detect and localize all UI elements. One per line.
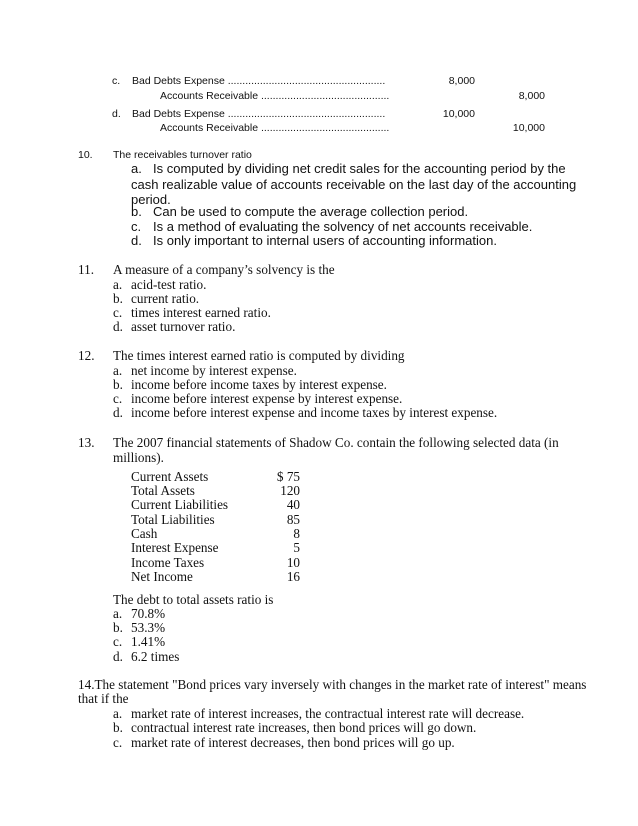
data-label: Current Assets	[131, 469, 209, 484]
option-text: asset turnover ratio.	[131, 319, 236, 334]
option-text: 53.3%	[131, 620, 166, 635]
option-letter: d.	[112, 108, 121, 120]
option-letter: b.	[113, 620, 123, 635]
question-stem-cont: that if the	[78, 691, 129, 706]
option-text: Is computed by dividing net credit sales for the accounting period by the	[153, 161, 566, 176]
question-stem: 14.The statement "Bond prices vary inversely with changes in the market rate of interest" means	[78, 677, 587, 692]
option-letter: b.	[113, 377, 123, 392]
debit-account-line: Bad Debts Expense ......................................................	[132, 75, 386, 87]
data-label: Total Liabilities	[131, 512, 215, 527]
data-value: 85	[286, 512, 300, 527]
question-prompt: The debt to total assets ratio is	[113, 592, 274, 607]
option-letter: c.	[112, 75, 121, 87]
question-stem: The receivables turnover ratio	[113, 149, 252, 161]
option-text: times interest earned ratio.	[131, 305, 271, 320]
option-text: income before interest expense by interest expense.	[131, 391, 403, 406]
option-letter: c.	[113, 634, 123, 649]
data-label: Income Taxes	[131, 555, 205, 570]
debit-amount: 10,000	[442, 108, 475, 120]
option-letter: a.	[113, 706, 123, 721]
option-text: 1.41%	[131, 634, 166, 649]
option-letter: d.	[113, 405, 123, 420]
data-label: Cash	[131, 526, 158, 541]
option-text: market rate of interest increases, the contractual interest rate will decrease.	[131, 706, 525, 721]
option-letter: a.	[113, 277, 123, 292]
data-label: Interest Expense	[131, 540, 219, 555]
credit-amount: 8,000	[518, 90, 545, 102]
option-text: Is a method of evaluating the solvency of net accounts receivable.	[153, 219, 533, 234]
option-text: 6.2 times	[131, 649, 180, 664]
data-value: 5	[293, 540, 300, 555]
option-text: market rate of interest decreases, then bond prices will go up.	[131, 735, 455, 750]
option-letter: a.	[131, 161, 142, 176]
option-letter: c.	[131, 219, 142, 234]
option-text-cont: period.	[131, 192, 171, 207]
question-number: 10.	[78, 149, 93, 161]
question-number: 12.	[78, 348, 95, 363]
question-number: 11.	[78, 262, 94, 277]
credit-account-line: Accounts Receivable ............................................	[160, 122, 390, 134]
data-label: Total Assets	[131, 483, 195, 498]
option-text: net income by interest expense.	[131, 363, 297, 378]
data-value: 40	[286, 497, 300, 512]
option-text: income before income taxes by interest expense.	[131, 377, 387, 392]
option-letter: b.	[113, 291, 123, 306]
credit-amount: 10,000	[512, 122, 545, 134]
option-text: Can be used to compute the average collection period.	[153, 204, 469, 219]
option-letter: d.	[113, 319, 123, 334]
question-stem: A measure of a company’s solvency is the	[113, 262, 335, 277]
question-stem: The 2007 financial statements of Shadow Co. contain the following selected data (in	[113, 435, 559, 450]
option-letter: c.	[113, 735, 123, 750]
option-text-cont: cash realizable value of accounts receivable on the last day of the accounting	[131, 177, 577, 192]
data-value: $ 75	[276, 469, 300, 484]
option-letter: b.	[113, 720, 123, 735]
debit-amount: 8,000	[448, 75, 475, 87]
option-letter: d.	[131, 233, 142, 248]
data-value: 10	[286, 555, 300, 570]
option-letter: a.	[113, 606, 123, 621]
option-text: Is only important to internal users of accounting information.	[153, 233, 497, 248]
credit-account-line: Accounts Receivable ............................................	[160, 90, 390, 102]
option-text: income before interest expense and income taxes by interest expense.	[131, 405, 498, 420]
question-stem: The times interest earned ratio is computed by dividing	[113, 348, 405, 363]
option-letter: c.	[113, 305, 123, 320]
option-text: acid-test ratio.	[131, 277, 207, 292]
option-text: 70.8%	[131, 606, 166, 621]
debit-account-line: Bad Debts Expense ......................................................	[132, 108, 386, 120]
option-letter: c.	[113, 391, 123, 406]
data-label: Current Liabilities	[131, 497, 229, 512]
data-value: 8	[293, 526, 300, 541]
option-text: current ratio.	[131, 291, 200, 306]
option-letter: b.	[131, 204, 142, 219]
data-label: Net Income	[131, 569, 193, 584]
data-value: 120	[280, 483, 300, 498]
option-letter: d.	[113, 649, 123, 664]
question-number: 13.	[78, 435, 95, 450]
question-stem-cont: millions).	[113, 450, 164, 465]
option-text: contractual interest rate increases, then bond prices will go down.	[131, 720, 477, 735]
data-value: 16	[286, 569, 300, 584]
option-letter: a.	[113, 363, 123, 378]
